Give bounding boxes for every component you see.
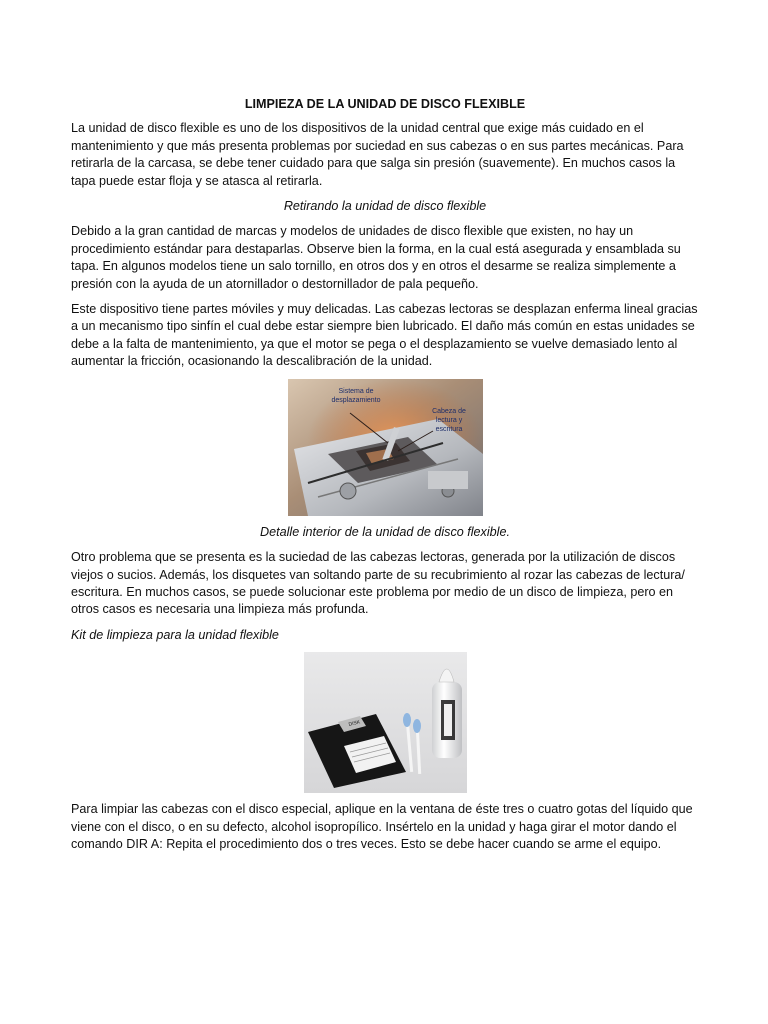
paragraph-partes-moviles: Este dispositivo tiene partes móviles y muy delicadas. Las cabezas lectoras se desplazan enferma lineal gracias a un mecanismo tipo sinfín el cual debe estar siempre bien lubricado. El daño más común en estas unidades se debe a la falta de mantenimiento, ya que el motor se pega o el desplazamiento se vuelve demasiado lento al aumentar la fricción, ocasionando la descalibración de la unidad.	[71, 302, 698, 369]
label-sistema-line2: desplazamiento	[330, 396, 381, 404]
paragraph-suciedad: Otro problema que se presenta es la suciedad de las cabezas lectoras, generada por la utilización de discos viejos o sucios. Además, los disquetes van soltando parte de su recubrimiento al rozar las cabezas de lectura/ escritura. En muchos casos, se puede solucionar este problema por medio de un disco de limpieza, pero en otros casos es necesaria una limpieza más profunda.	[71, 550, 685, 617]
figure-cleaning-kit-wrapper	[71, 652, 699, 793]
disk-label-text: DISK	[347, 719, 361, 729]
label-sistema-line1: Sistema de	[337, 387, 374, 395]
label-cabeza-line1: Cabeza de	[431, 407, 466, 415]
caption-kit: Kit de limpieza para la unidad flexible	[71, 627, 279, 642]
document-page	[71, 96, 699, 861]
caption-retirando: Retirando la unidad de disco flexible	[283, 199, 487, 214]
figure-disk-drive-wrapper	[71, 379, 699, 516]
paragraph-limpiar-cabezas: Para limpiar las cabezas con el disco especial, aplique en la ventana de éste tres o cuatro gotas del líquido que viene con el disco, o en su defecto, alcohol isopropílico. Insértelo en la unidad y haga girar el motor dando el comando DIR A: Repita el procedimiento dos o tres veces. Esto se debe hacer cuando se arme el equipo.	[71, 802, 693, 851]
label-cabeza-line3: escritura	[435, 425, 462, 433]
label-cabeza-line2: lectura y	[435, 416, 462, 424]
cleaning-kit-photo	[304, 652, 467, 793]
paragraph-procedimiento: Debido a la gran cantidad de marcas y modelos de unidades de disco flexible que existen, no hay un procedimiento estándar para destaparlas. Observe bien la forma, en la cual está asegurada y ensamblada su tapa. En algunos modelos tiene un salo tornillo, en otros dos y en otros el desarme se realiza simplemente a presión con la ayuda de un atornillador o destornillador de pala pequeño.	[71, 224, 681, 291]
document-title: LIMPIEZA DE LA UNIDAD DE DISCO FLEXIBLE	[244, 97, 526, 111]
paragraph-intro: La unidad de disco flexible es uno de los dispositivos de la unidad central que exige más cuidado en el mantenimiento y que más presenta problemas por suciedad en sus cabezas o en sus partes mecánicas. Para retirarla de la carcasa, se debe tener cuidado para que salga sin presión (suavemente). En muchos casos la tapa puede estar floja y se atasca al retirarla.	[71, 121, 684, 188]
caption-detalle: Detalle interior de la unidad de disco flexible.	[260, 524, 510, 539]
disk-drive-interior-photo	[288, 379, 483, 516]
